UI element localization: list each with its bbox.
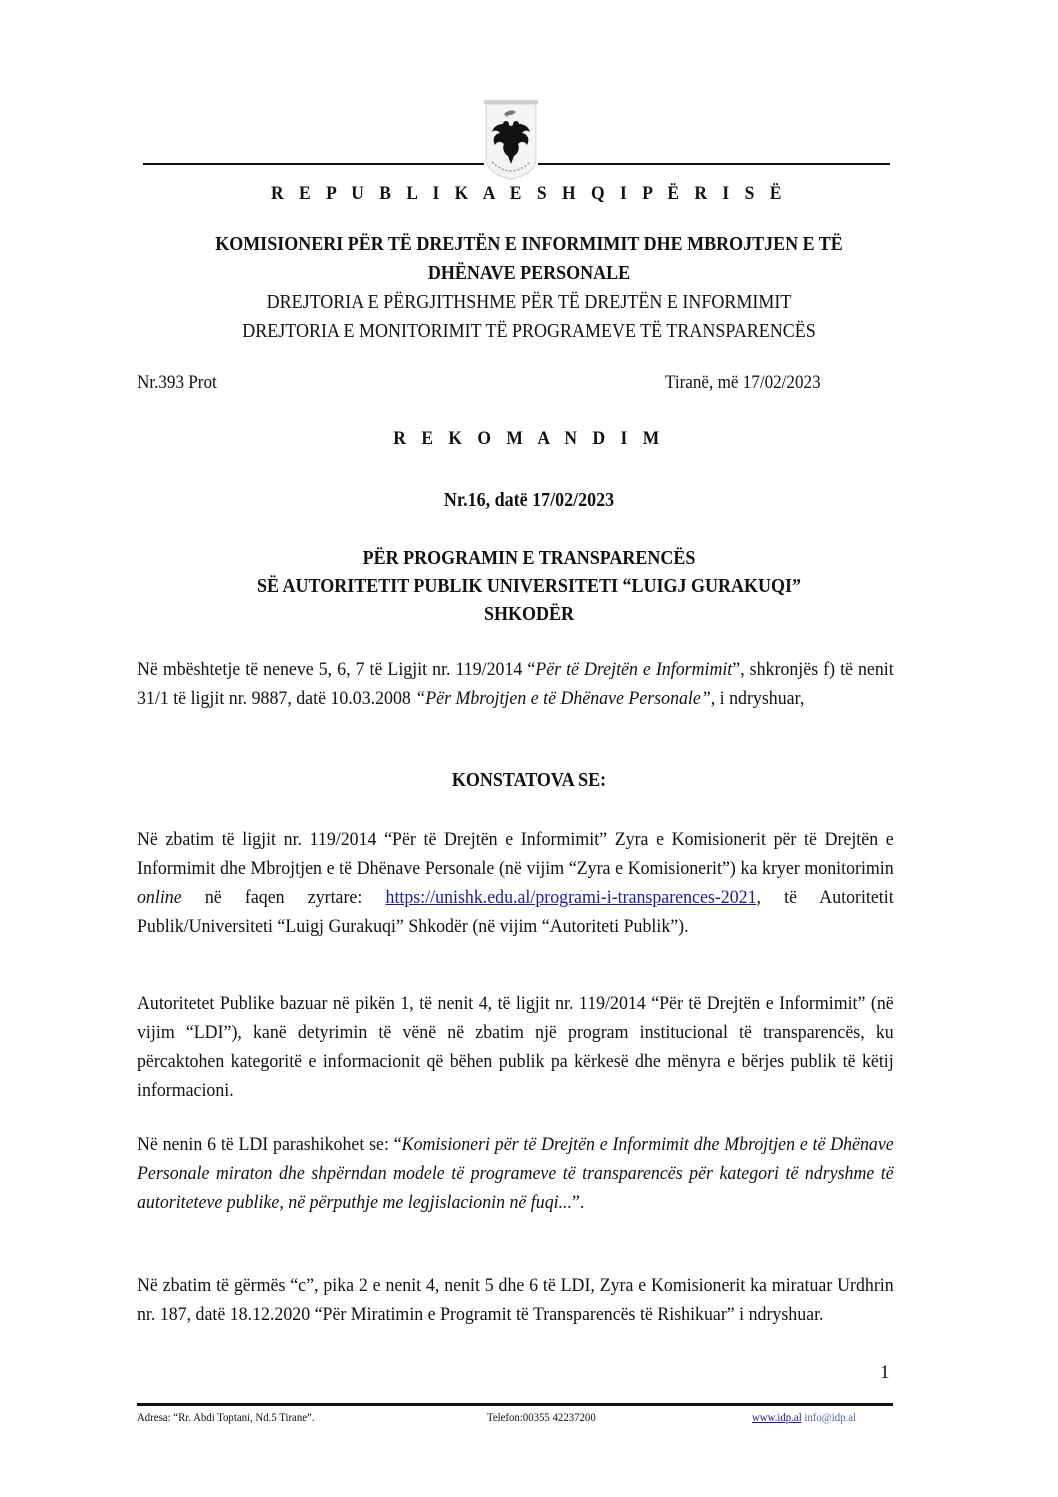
subject-line1: PËR PROGRAMIN E TRANSPARENCËS — [362, 547, 696, 569]
albanian-coat-of-arms-icon — [484, 100, 538, 180]
country-name: R E P U B L I K A E S H Q I P Ë R I S Ë — [271, 183, 787, 204]
footer-rule — [137, 1403, 893, 1406]
subject-line3: SHKODËR — [483, 603, 575, 625]
footer-website-link[interactable]: www.idp.al — [752, 1410, 802, 1424]
preamble-paragraph: Në mbështetje të neneve 5, 6, 7 të Ligjit nr. 119/2014 “Për të Drejtën e Informimit”, shkronjës f) të nenit 31/1 të ligjit nr. 9887, datë 10.03.2008 “Për Mbrojtjen e të Dhënave Personale”, i ndryshuar, — [137, 659, 894, 709]
paragraph-article6: Në nenin 6 të LDI parashikohet se: “Komisioneri për të Drejtën e Informimit dhe Mbrojtjen e të Dhënave Personale miraton dhe shpërndan modele të programeve të transparencës për kategori të ndryshme të autoriteteve publike, në përputhje me legjislacionin në fuqi...”. — [137, 1134, 894, 1213]
paragraph-order: Në zbatim të gërmës “c”, pika 2 e nenit 4, nenit 5 dhe 6 të LDI, Zyra e Komisionerit ka miratuar Urdhrin nr. 187, datë 18.12.2020 “Për Miratimin e Programit të Transparencës të Rishikuar” i ndryshuar. — [137, 1275, 894, 1325]
directorate-monitoring: DREJTORIA E MONITORIMIT TË PROGRAMEVE TË TRANSPARENCËS — [242, 320, 816, 342]
paragraph-monitoring: Në zbatim të ligjit nr. 119/2014 “Për të Drejtën e Informimit” Zyra e Komisionerit për të Drejtën e Informimit dhe Mbrojtjen e të Dhënave Personale (në vijim “Zyra e Komisionerit”) ka kryer monitorimin online në faqen zyrtare: https://unishk.edu.al/programi-i-transparences-2021, të Autoritetit Publik/Universiteti “Luigj Gurakuqi” Shkodër (në vijim “Autoriteti Publik”). — [137, 829, 894, 937]
document-type: R E K O M A N D I M — [393, 428, 665, 449]
protocol-number: Nr.393 Prot — [137, 372, 217, 393]
footer-email-link[interactable]: info@idp.al — [804, 1410, 857, 1424]
directorate-general: DREJTORIA E PËRGJITHSHME PËR TË DREJTËN E INFORMIMIT — [266, 291, 792, 313]
transparency-program-link[interactable]: https://unishk.edu.al/programi-i-transparences-2021 — [385, 887, 757, 908]
institution-name-line1: KOMISIONERI PËR TË DREJTËN E INFORMIMIT DHE MBROJTJEN E TË — [215, 233, 843, 255]
recommendation-number-date: Nr.16, datë 17/02/2023 — [443, 489, 615, 511]
footer-contact — [752, 1410, 856, 1425]
institution-name-line2: DHËNAVE PERSONALE — [427, 262, 631, 284]
footer-address: Adresa: “Rr. Abdi Toptani, Nd.5 Tirane”. — [137, 1410, 315, 1424]
page-number: 1 — [880, 1362, 890, 1383]
subject-line2: SË AUTORITETIT PUBLIK UNIVERSITETI “LUIGJ GURAKUQI” — [257, 575, 801, 597]
section-heading: KONSTATOVA SE: — [451, 769, 607, 791]
footer-phone: Telefon:00355 42237200 — [487, 1410, 596, 1424]
place-date: Tiranë, më 17/02/2023 — [665, 372, 821, 393]
paragraph-obligations: Autoritetet Publike bazuar në pikën 1, të nenit 4, të ligjit nr. 119/2014 “Për të Drejtën e Informimit” (në vijim “LDI”), kanë detyrimin të vënë në zbatim një program institucional të transparencës, ku përcaktohen kategoritë e informacionit që bëhen publik pa kërkesë dhe mënyra e bërjes publik të këtij informacioni. — [137, 993, 894, 1101]
